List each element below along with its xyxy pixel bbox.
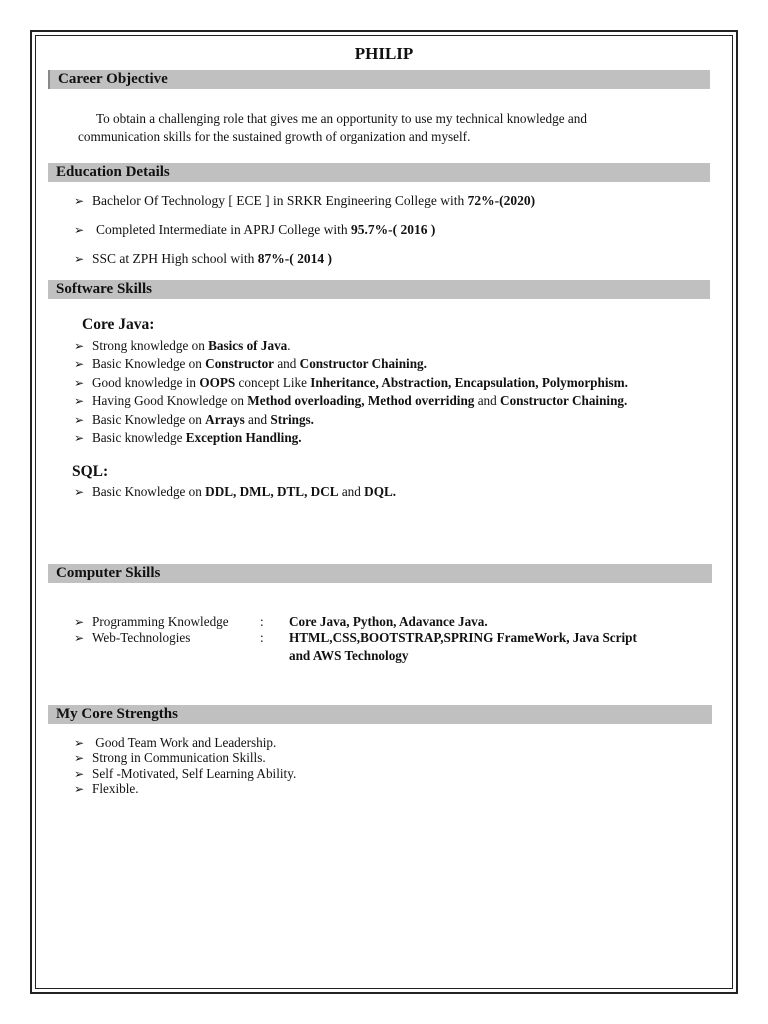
education-item [74, 222, 435, 238]
core-java-item [74, 356, 427, 372]
plain-text: . [287, 338, 291, 353]
plain-text: Web-Technologies [92, 630, 191, 645]
core-java-item [74, 430, 302, 446]
core-java-item [74, 338, 291, 354]
computer-skills-label: Computer Skills [56, 565, 161, 581]
education-label: Education Details [56, 164, 170, 180]
education-item [74, 193, 535, 209]
emphasis-text: Constructor Chaining. [299, 356, 427, 372]
bullet-arrow-icon: ➢ [74, 751, 85, 766]
core-java-item [74, 393, 627, 409]
plain-text: and [474, 393, 501, 409]
emphasis-text: Basics of Java [208, 338, 288, 353]
core-strength-item [74, 781, 139, 797]
education-item [74, 251, 332, 267]
core-java-item [74, 412, 314, 428]
core-strength-item [74, 766, 296, 782]
bullet-arrow-icon: ➢ [74, 375, 85, 390]
core-java-title: Core Java: [82, 316, 155, 333]
sql-title: SQL: [72, 463, 109, 480]
plain-text: Programming Knowledge [92, 614, 229, 629]
plain-text: Flexible. [92, 781, 139, 797]
bullet-arrow-icon: ➢ [74, 194, 85, 208]
bullet-arrow-icon: ➢ [74, 615, 85, 629]
plain-text: Strong in Communication Skills. [92, 750, 266, 766]
software-skills-label: Software Skills [56, 281, 152, 297]
core-strengths-label: My Core Strengths [56, 706, 178, 722]
plain-text: Basic Knowledge on [92, 356, 206, 372]
bullet-arrow-icon: ➢ [74, 412, 85, 427]
emphasis-text: 72%-(2020) [467, 193, 536, 208]
plain-text: Strong knowledge on [92, 338, 209, 353]
plain-text: Basic Knowledge on [92, 411, 206, 427]
bullet-arrow-icon: ➢ [74, 339, 85, 353]
plain-text: Bachelor Of Technology [ ECE ] in SRKR Engineering College with [92, 193, 468, 208]
emphasis-text: 95.7%-( 2016 ) [350, 222, 436, 237]
computer-skill-row-continuation [289, 648, 408, 664]
bullet-arrow-icon: ➢ [74, 766, 85, 781]
bullet-arrow-icon: ➢ [74, 485, 85, 499]
emphasis-text: Strings. [270, 411, 314, 427]
emphasis-text: Core Java, Python, Adavance Java. [289, 614, 488, 629]
bullet-arrow-icon: ➢ [74, 223, 85, 237]
emphasis-text: DQL. [364, 484, 397, 499]
emphasis-text: Arrays [205, 411, 245, 427]
computer-skills-heading [48, 564, 712, 583]
education-heading [48, 163, 710, 182]
emphasis-text: Exception Handling. [185, 430, 302, 445]
plain-text: and [338, 484, 365, 499]
plain-text: Self -Motivated, Self Learning Ability. [92, 765, 297, 781]
plain-text: and [274, 356, 300, 372]
career-objective-line-2: communication skills for the sustained growth of organization and myself. [78, 129, 471, 144]
career-objective-label: Career Objective [58, 71, 168, 87]
emphasis-text: Inheritance, Abstraction, Encapsulation, Polymorphism. [310, 374, 628, 390]
candidate-name: PHILIP [354, 44, 414, 63]
plain-text: Completed Intermediate in APRJ College with [96, 222, 351, 237]
emphasis-text: HTML,CSS,BOOTSTRAP,SPRING FrameWork, Java Script [289, 630, 637, 645]
emphasis-text: Constructor [205, 356, 275, 372]
software-skills-heading [48, 280, 710, 299]
plain-text: : [260, 630, 264, 645]
career-objective-heading [48, 70, 710, 89]
emphasis-text: OOPS [199, 374, 236, 390]
bullet-arrow-icon: ➢ [74, 631, 85, 645]
computer-skill-row [74, 614, 488, 630]
plain-text: : [260, 614, 264, 629]
bullet-arrow-icon: ➢ [74, 357, 85, 372]
sql-item [74, 484, 396, 500]
computer-skill-row [74, 630, 637, 646]
bullet-arrow-icon: ➢ [74, 394, 85, 409]
emphasis-text: Constructor Chaining. [500, 393, 628, 409]
emphasis-text: DDL, DML, DTL, DCL [205, 484, 339, 499]
bullet-arrow-icon: ➢ [74, 736, 85, 750]
emphasis-text: 87%-( 2014 ) [257, 251, 333, 266]
bullet-arrow-icon: ➢ [74, 782, 85, 797]
emphasis-text: and AWS Technology [289, 648, 409, 663]
plain-text: SSC at ZPH High school with [92, 251, 258, 266]
bullet-arrow-icon: ➢ [74, 252, 85, 266]
plain-text: Good Team Work and Leadership. [92, 735, 277, 750]
core-java-item [74, 375, 628, 391]
bullet-arrow-icon: ➢ [74, 431, 85, 445]
core-strength-item [74, 750, 266, 766]
core-strength-item [74, 735, 276, 751]
plain-text: Basic knowledge [92, 430, 186, 445]
plain-text: Good knowledge in [92, 374, 200, 390]
plain-text: Basic Knowledge on [92, 484, 206, 499]
plain-text: concept Like [235, 374, 311, 390]
core-strengths-heading [48, 705, 712, 724]
plain-text: Having Good Knowledge on [92, 393, 248, 409]
plain-text: and [244, 411, 271, 427]
emphasis-text: Method overloading, Method overriding [247, 393, 475, 409]
career-objective-line-1: To obtain a challenging role that gives me an opportunity to use my technical knowledge and [96, 111, 587, 126]
